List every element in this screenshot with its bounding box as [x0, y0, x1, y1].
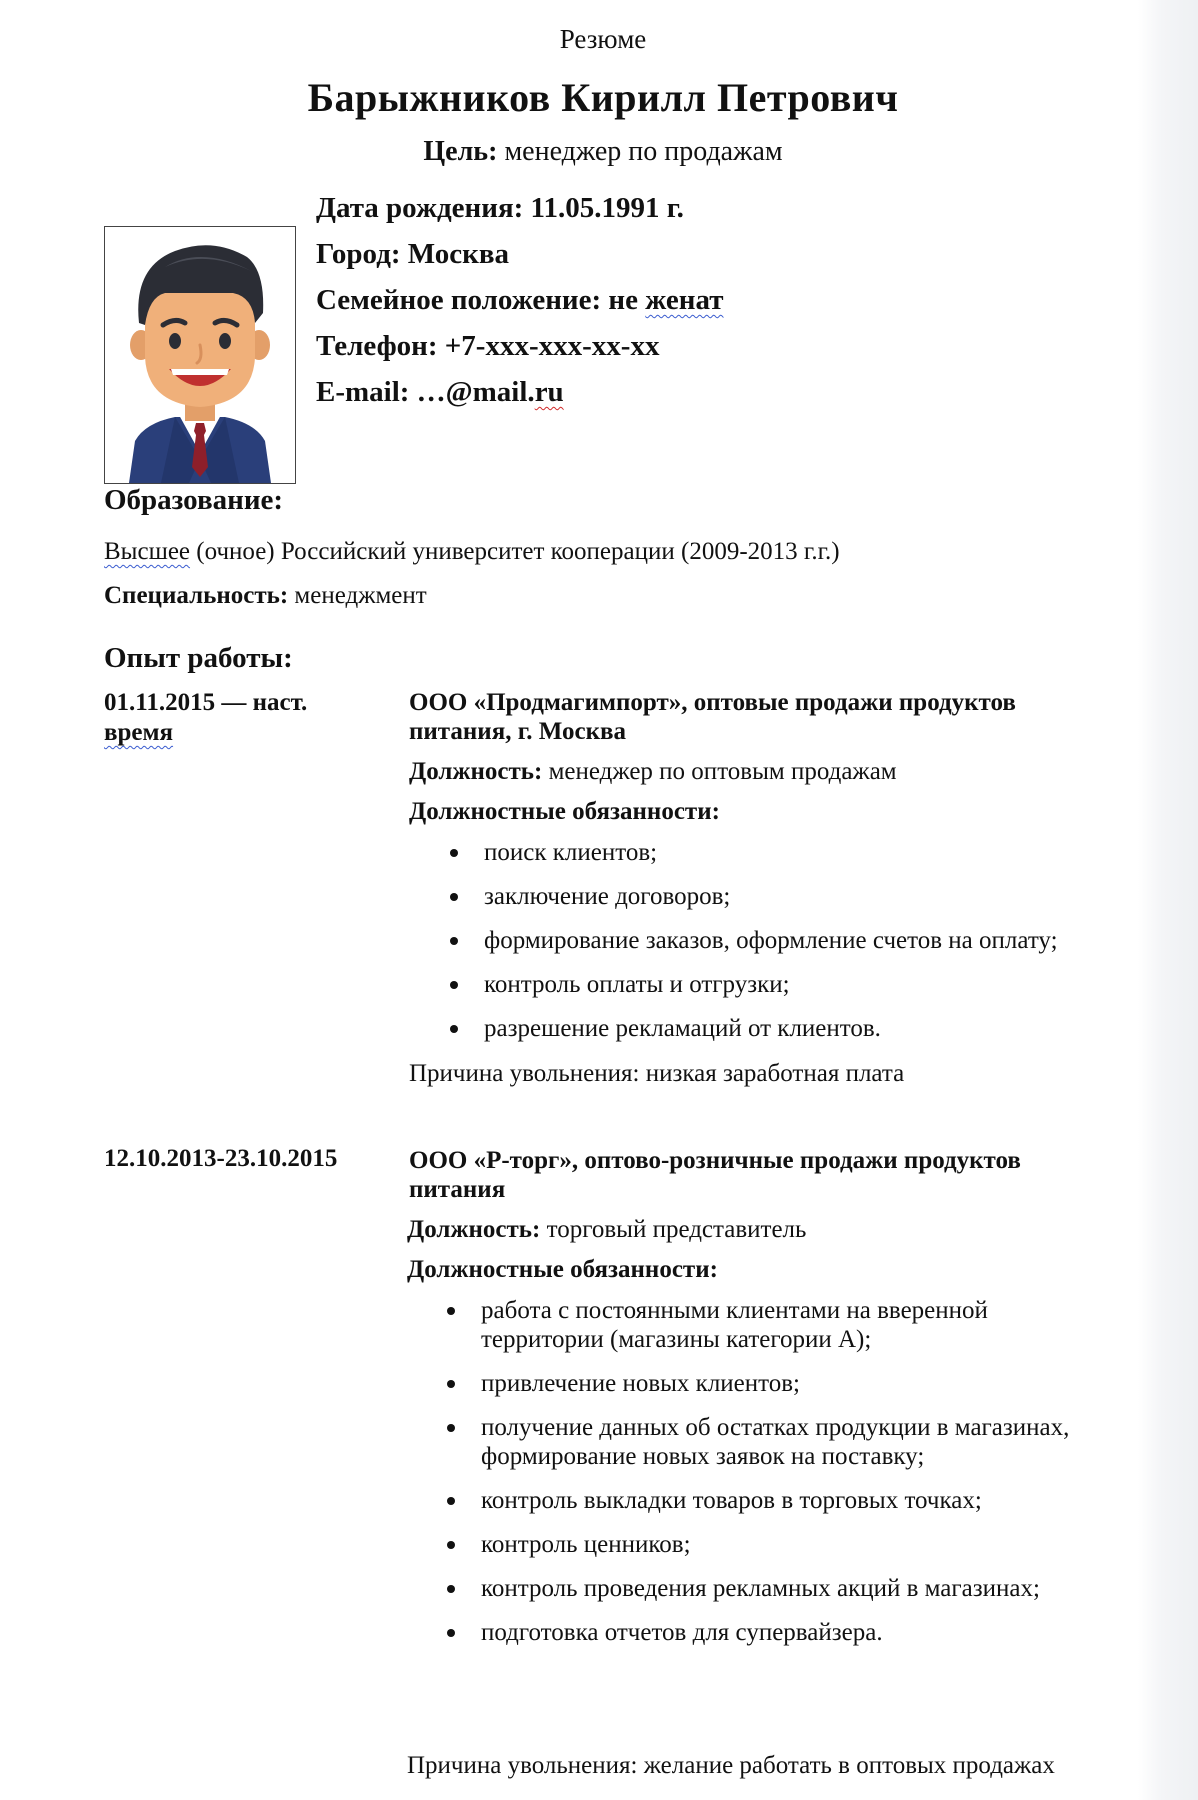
duties-list — [484, 838, 1084, 1058]
duty-text: подготовка отчетов для супервайзера. — [481, 1619, 883, 1646]
duty-text: поиск клиентов; — [484, 839, 658, 866]
phone: Телефон: +7-xxx-xxx-xx-xx — [316, 330, 660, 362]
duty-text: привлечение новых клиентов; — [481, 1370, 801, 1397]
duty-text: контроль ценников; — [481, 1531, 691, 1558]
bullet-icon — [450, 1025, 458, 1033]
bullet-icon — [447, 1629, 455, 1637]
email-domain: ru — [534, 376, 564, 408]
education-title: Образование: — [104, 484, 284, 516]
duty-item — [481, 1530, 1101, 1559]
bullet-icon — [447, 1541, 455, 1549]
degree-word: Высшее — [104, 538, 191, 565]
leave-reason: Причина увольнения: низкая заработная плата — [409, 1060, 905, 1087]
duties-label — [407, 1256, 718, 1284]
position-label: Должность: — [407, 1216, 541, 1243]
duty-item — [484, 882, 1084, 911]
page-edge-shadow — [1138, 0, 1198, 1800]
duty-item — [481, 1574, 1101, 1603]
position-value: менеджер по оптовым продажам — [548, 758, 897, 785]
city: Город: Москва — [316, 238, 510, 270]
job-period-line: 12.10.2013-23.10.2015 — [104, 1145, 338, 1172]
marital-value: женат — [645, 284, 724, 316]
goal-label: Цель: — [423, 136, 498, 167]
duty-item — [481, 1369, 1101, 1398]
bullet-icon — [450, 937, 458, 945]
bullet-icon — [450, 981, 458, 989]
duty-text: контроль проведения рекламных акций в магазинах; — [481, 1575, 1040, 1602]
duties-label-text: Должностные обязанности: — [409, 798, 720, 825]
bullet-icon — [450, 893, 458, 901]
bullet-icon — [450, 849, 458, 857]
career-goal — [0, 136, 1198, 168]
job-position — [409, 758, 897, 786]
duty-item — [481, 1296, 1101, 1354]
duty-text: формирование заказов, оформление счетов на оплату; — [484, 927, 1058, 954]
duty-text: работа с постоянными клиентами на вверенной территории (магазины категории А); — [481, 1297, 988, 1353]
candidate-name: Барыжников Кирилл Петрович — [307, 75, 899, 120]
birth-date: Дата рождения: 11.05.1991 г. — [316, 192, 684, 224]
marital-status — [316, 284, 724, 317]
duty-item — [481, 1413, 1101, 1471]
education-specialty — [104, 582, 427, 610]
experience-title: Опыт работы: — [104, 642, 293, 674]
job-period — [104, 1144, 354, 1174]
email-prefix: E-mail: …@mail. — [316, 376, 535, 408]
duty-text: заключение договоров; — [484, 883, 731, 910]
duty-text: получение данных об остатках продукции в магазинах, формирование новых заявок на поставку; — [481, 1414, 1070, 1470]
bullet-icon — [447, 1307, 455, 1315]
education-degree — [104, 538, 840, 566]
job-position — [407, 1216, 806, 1244]
goal-value: менеджер по продажам — [504, 136, 783, 167]
duty-item — [484, 970, 1084, 999]
job-period — [104, 688, 354, 748]
duties-label-text: Должностные обязанности: — [407, 1256, 718, 1283]
job-period-line: время — [104, 719, 174, 746]
duty-text: разрешение рекламаций от клиентов. — [484, 1015, 881, 1042]
duty-text: контроль оплаты и отгрузки; — [484, 971, 790, 998]
duty-item — [484, 1014, 1084, 1043]
position-value: торговый представитель — [546, 1216, 807, 1243]
duty-item — [481, 1486, 1101, 1515]
duty-item — [484, 838, 1084, 867]
job-company: ООО «Продмагимпорт», оптовые продажи продуктов питания, г. Москва — [409, 689, 1016, 745]
job-company: ООО «Р-торг», оптово-розничные продажи продуктов питания — [409, 1147, 1021, 1203]
duties-label — [409, 798, 720, 826]
leave-reason: Причина увольнения: желание работать в оптовых продажах — [407, 1752, 1055, 1779]
email — [316, 376, 564, 409]
document-label: Резюме — [559, 24, 647, 54]
bullet-icon — [447, 1585, 455, 1593]
marital-label: Семейное положение: не — [316, 284, 639, 316]
specialty-label: Специальность: — [104, 582, 289, 609]
job-period-line: 01.11.2015 — наст. — [104, 689, 308, 716]
bullet-icon — [447, 1497, 455, 1505]
degree-details: (очное) Российский университет кооперации (2009-2013 г.г.) — [196, 538, 840, 565]
bullet-icon — [447, 1424, 455, 1432]
position-label: Должность: — [409, 758, 543, 785]
bullet-icon — [447, 1380, 455, 1388]
duty-item — [481, 1618, 1101, 1647]
specialty-value: менеджмент — [294, 582, 427, 609]
cartoon-man-avatar-icon — [105, 227, 295, 483]
duty-text: контроль выкладки товаров в торговых точках; — [481, 1487, 982, 1514]
duty-item — [484, 926, 1084, 955]
candidate-photo — [104, 226, 296, 484]
duties-list — [481, 1296, 1101, 1662]
